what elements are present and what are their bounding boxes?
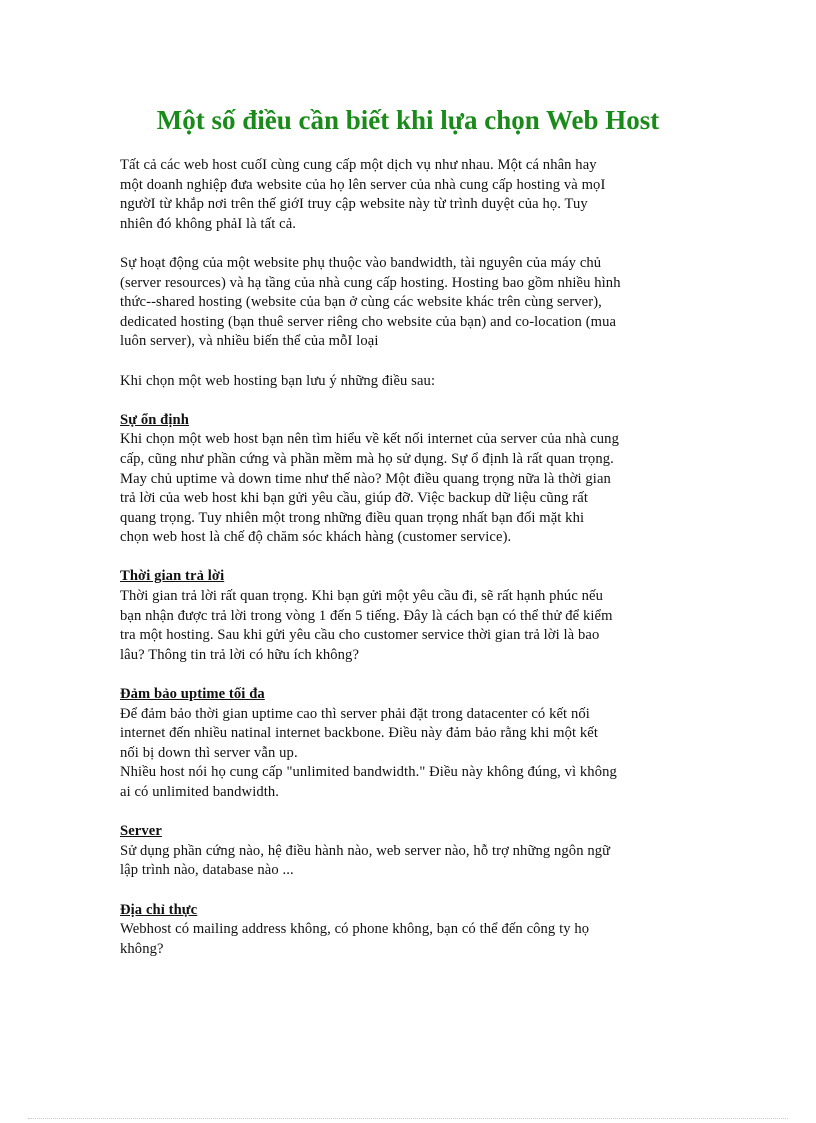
paragraph-line: Tất cả các web host cuốI cùng cung cấp một dịch vụ như nhau. Một cá nhân hay (120, 157, 597, 173)
paragraph-line: ai có unlimited bandwidth. (120, 784, 280, 800)
paragraph-line: bạn nhận được trả lời trong vòng 1 đến 5 tiếng. Đây là cách bạn có thể thử để kiểm (120, 607, 613, 624)
paragraph-line: Sử dụng phần cứng nào, hệ điều hành nào, web server nào, hỗ trợ những ngôn ngữ (120, 842, 611, 859)
paragraph-line: ngườI từ khắp nơi trên thế giớI truy cập website này từ trình duyệt của họ. Tuy (120, 196, 588, 213)
paragraph-line: nhiên đó không phảI là tất cả. (120, 215, 297, 232)
paragraph-line: Khi chọn một web hosting bạn lưu ý những điều sau: (120, 372, 436, 389)
section-stability (120, 411, 700, 548)
paragraph-line: không? (120, 940, 164, 957)
section-heading: Server (120, 823, 162, 840)
paragraph-line: lập trình nào, database nào ... (120, 862, 294, 879)
paragraph-line: Khi chọn một web host bạn nên tìm hiểu về kết nối internet của server của nhà cung (120, 431, 619, 448)
overview-paragraph (120, 254, 700, 352)
paragraph-line: quang trọng. Tuy nhiên một trong những điều quan trọng nhất bạn đối mặt khi (120, 509, 585, 526)
section-heading: Địa chỉ thực (120, 901, 198, 918)
paragraph-line: Nhiều host nói họ cung cấp "unlimited bandwidth." Điều này không đúng, vì không (120, 764, 617, 781)
paragraph-line: (server resources) và hạ tầng của nhà cung cấp hosting. Hosting bao gồm nhiều hình (120, 274, 621, 291)
paragraph-line: Thời gian trả lời rất quan trọng. Khi bạn gửi một yêu cầu đi, sẽ rất hạnh phúc nếu (120, 588, 604, 605)
paragraph-line: internet đến nhiều natinal internet backbone. Điều này đảm bảo rằng khi một kết (120, 725, 598, 742)
paragraph-line: Webhost có mailing address không, có phone không, bạn có thể đến công ty họ (120, 921, 590, 938)
lead-in-paragraph (120, 372, 700, 392)
paragraph-line: tra một hosting. Sau khi gửi yêu cầu cho customer service thời gian trả lời là bao (120, 627, 600, 644)
paragraph-line: trả lời của web host khi bạn gửi yêu cầu, giúp đỡ. Việc backup dữ liệu cũng rất (120, 490, 588, 507)
page-bottom-divider (28, 1118, 788, 1119)
page-title: Một số điều cần biết khi lựa chọn Web Host (156, 105, 660, 135)
paragraph-line: lâu? Thông tin trả lời có hữu ích không? (120, 646, 360, 663)
paragraph-line: một doanh nghiệp đưa website của họ lên server của nhà cung cấp hosting và mọI (120, 176, 606, 193)
section-heading: Thời gian trả lời (120, 568, 225, 585)
paragraph-line: May chủ uptime và down time như thế nào? Một điều quang trọng nữa là thời gian (120, 470, 611, 487)
section-max-uptime (120, 685, 700, 803)
paragraph-line: cấp, cũng như phần cứng và phần mềm mà họ sử dụng. Sự ổ định là rất quan trọng. (120, 450, 614, 467)
section-response-time (120, 567, 700, 665)
section-real-address (120, 901, 700, 960)
section-heading: Đảm bảo uptime tối đa (120, 686, 265, 703)
section-server (120, 822, 700, 881)
paragraph-line: Sự hoạt động của một website phụ thuộc vào bandwidth, tài nguyên của máy chủ (120, 254, 602, 271)
document-body (120, 156, 700, 979)
paragraph-line: nối bị down thì server vẫn up. (120, 744, 298, 761)
paragraph-line: Để đảm bảo thời gian uptime cao thì server phải đặt trong datacenter có kết nối (120, 705, 590, 722)
paragraph-line: chọn web host là chế độ chăm sóc khách hàng (customer service). (120, 529, 512, 546)
paragraph-line: thức--shared hosting (website của bạn ở cùng các website khác trên cùng server), (120, 294, 602, 311)
intro-paragraph (120, 156, 700, 234)
paragraph-line: dedicated hosting (bạn thuê server riêng cho website của bạn) and co-location (mua (120, 313, 617, 330)
paragraph-line: luôn server), và nhiều biến thể của mỗI loại (120, 333, 379, 350)
section-heading: Sự ổn định (120, 411, 189, 428)
